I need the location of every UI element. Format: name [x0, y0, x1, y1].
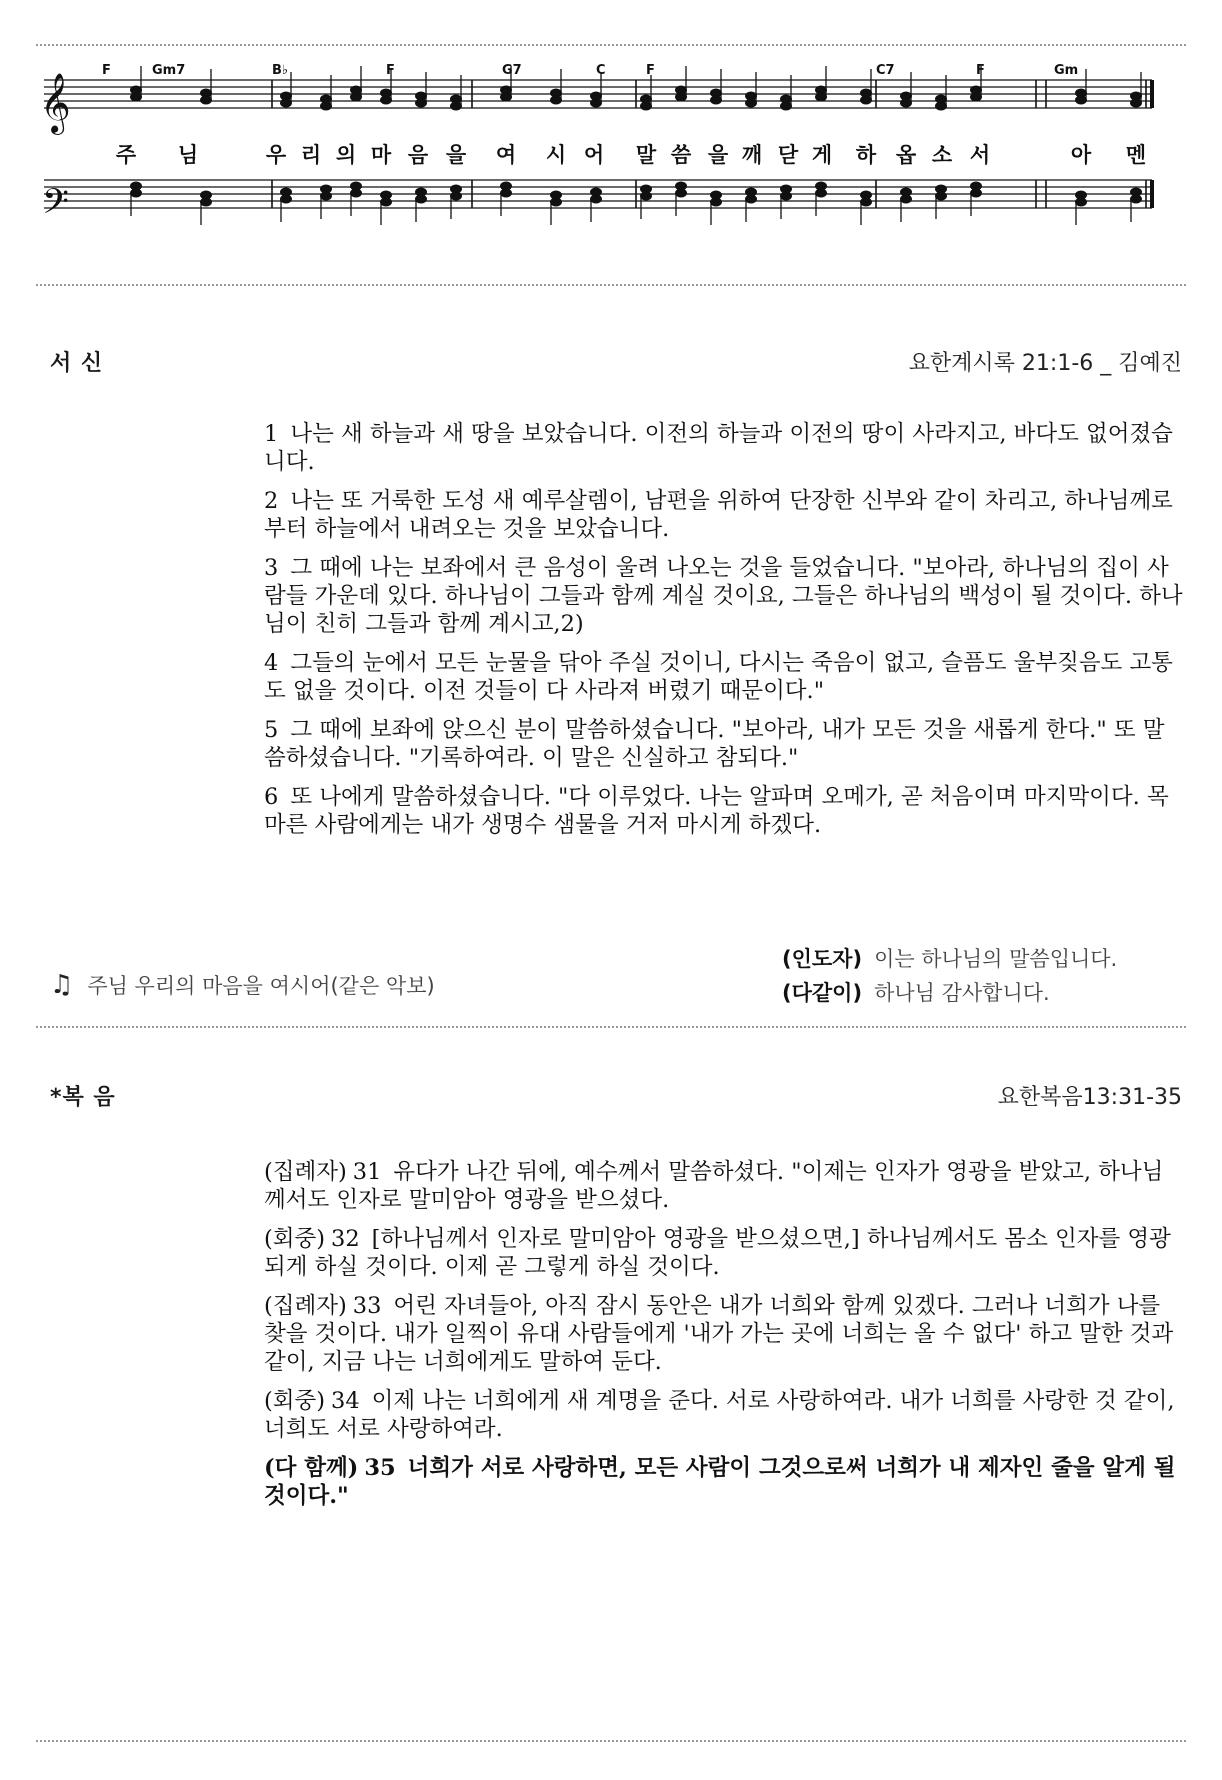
chord-label: C	[596, 63, 606, 78]
lyric-syllable: 님	[177, 143, 199, 167]
treble-note	[816, 93, 827, 101]
verse	[264, 1225, 1184, 1281]
treble-note	[676, 93, 687, 101]
bass-note	[1131, 195, 1142, 203]
treble-note	[936, 102, 947, 110]
top-separator	[36, 44, 1186, 46]
bass-note	[711, 198, 722, 206]
verse	[264, 1387, 1184, 1443]
treble-note	[201, 96, 212, 104]
lyric-syllable: 을	[707, 143, 729, 167]
gospel-reference: 요한복음13:31-35	[997, 1085, 1182, 1110]
verse-role: (다 함께)	[264, 1455, 359, 1481]
response-speaker: (인도자)	[782, 947, 863, 971]
verse	[264, 783, 1184, 839]
bass-note	[641, 192, 652, 200]
verse-text: 또 나에게 말씀하셨습니다. "다 이루었다. 나는 알파며 오메가, 곧 처음이며 마지막이다. 목마른 사람에게는 내가 생명수 샘물을 거저 마시게 하겠다.	[264, 784, 1169, 838]
response-line	[782, 976, 1117, 1010]
response-text: 이는 하나님의 말씀입니다.	[874, 947, 1118, 971]
music-note-icon: ♫	[50, 970, 74, 1000]
bass-note	[451, 192, 462, 200]
verse-role: (회중)	[264, 1388, 326, 1414]
lyric-syllable: 소	[931, 143, 953, 167]
lyric-syllable: 닫	[777, 143, 799, 167]
lyric-syllable: 마	[370, 143, 392, 167]
response-text: 하나님 감사합니다.	[874, 981, 1050, 1005]
lyric-syllable: 말	[635, 143, 657, 167]
lyric-syllable: 씀	[670, 143, 692, 167]
treble-note	[416, 99, 427, 107]
response-line	[782, 942, 1117, 976]
chord-label: G7	[502, 63, 522, 78]
lyric-syllable: 아	[1070, 143, 1092, 167]
treble-note	[861, 96, 872, 104]
bass-note	[861, 198, 872, 206]
lyric-syllable: 여	[495, 143, 517, 167]
verse-text: 그들의 눈에서 모든 눈물을 닦아 주실 것이니, 다시는 죽음이 없고, 슬픔도 울부짖음도 고통도 없을 것이다. 이전 것들이 다 사라져 버렸기 때문이다."	[264, 650, 1173, 704]
lyric-syllable: 시	[545, 143, 567, 167]
treble-note	[591, 99, 602, 107]
verse-number: 32	[331, 1226, 360, 1252]
lyric-syllable: 게	[811, 143, 833, 167]
verse-role: (집례자)	[264, 1159, 347, 1185]
lyric-syllable: 우	[265, 143, 287, 167]
verse-text: 이제 나는 너희에게 새 계명을 준다. 서로 사랑하여라. 내가 너희를 사랑한 것 같이, 너희도 서로 사랑하여라.	[264, 1388, 1175, 1442]
bass-note	[501, 189, 512, 197]
bass-note	[901, 195, 912, 203]
treble-note	[131, 93, 142, 101]
verse-text: 유다가 나간 뒤에, 예수께서 말씀하셨다. "이제는 인자가 영광을 받았고, 하나님께서도 인자로 말미암아 영광을 받으셨다.	[264, 1159, 1164, 1213]
treble-note	[351, 93, 362, 101]
treble-note	[381, 96, 392, 104]
lyric-syllable: 의	[335, 143, 357, 167]
gospel-title: *복 음	[50, 1085, 116, 1110]
treble-note	[501, 93, 512, 101]
treble-note	[781, 102, 792, 110]
chord-label: Gm7	[152, 63, 186, 78]
chord-label: F	[646, 63, 655, 78]
lyric-syllable: 음	[407, 143, 429, 167]
bass-note	[131, 189, 142, 197]
treble-note	[551, 96, 562, 104]
treble-note	[321, 102, 332, 110]
treble-note	[746, 99, 757, 107]
verse-number: 1	[264, 421, 279, 447]
verse-text: 너희가 서로 사랑하면, 모든 사람이 그것으로써 너희가 내 제자인 줄을 알게 될 것이다."	[264, 1455, 1176, 1509]
lyric-syllable: 리	[300, 143, 322, 167]
verse	[264, 420, 1184, 476]
verse-text: [하나님께서 인자로 말미암아 영광을 받으셨으면,] 하나님께서도 몸소 인자를 영광되게 하실 것이다. 이제 곧 그렇게 하실 것이다.	[264, 1226, 1171, 1280]
verse-text: 그 때에 나는 보좌에서 큰 음성이 울려 나오는 것을 들었습니다. "보아라, 하나님의 집이 사람들 가운데 있다. 하나님이 그들과 함께 계실 것이요, 그들은 하나님의 백성이 될 것이다. 하나님이 친히 그들과 함께 계시고,2)	[264, 555, 1183, 637]
treble-note	[711, 96, 722, 104]
verse-number: 4	[264, 650, 279, 676]
verse	[264, 649, 1184, 705]
verse-number: 35	[364, 1455, 396, 1481]
lyric-syllable: 하	[855, 143, 877, 167]
lyric-syllable: 주	[115, 143, 137, 167]
verse-number: 5	[264, 717, 279, 743]
verse-number: 31	[352, 1159, 382, 1185]
verse-text: 나는 또 거룩한 도성 새 예루살렘이, 남편을 위하여 단장한 신부와 같이 차리고, 하나님께로부터 하늘에서 내려오는 것을 보았습니다.	[264, 488, 1173, 542]
verse	[264, 716, 1184, 772]
verse	[264, 554, 1184, 638]
lyric-syllable: 어	[583, 143, 605, 167]
treble-note	[281, 99, 292, 107]
bottom-separator	[36, 1740, 1186, 1742]
bass-note	[281, 195, 292, 203]
chord-label: F	[386, 63, 395, 78]
verse-number: 33	[352, 1293, 382, 1319]
response-speaker: (다같이)	[782, 981, 863, 1005]
bass-note	[381, 198, 392, 206]
chord-label: C7	[876, 63, 895, 78]
chord-label: Gm	[1054, 63, 1079, 78]
lyric-syllable: 을	[445, 143, 467, 167]
verse-final	[264, 1454, 1184, 1510]
lyric-syllable: 깨	[741, 143, 763, 167]
verse-number: 2	[264, 488, 279, 514]
response-hymn-text: 주님 우리의 마음을 여시어(같은 악보)	[87, 974, 435, 998]
treble-note	[451, 102, 462, 110]
bass-note	[1076, 198, 1087, 206]
treble-note	[971, 93, 982, 101]
verse-text: 어린 자녀들아, 아직 잠시 동안은 내가 너희와 함께 있겠다. 그러나 너희가 나를 찾을 것이다. 내가 일찍이 유대 사람들에게 '내가 가는 곳에 너희는 올 수 없다' 하고 말한 것과 같이, 지금 나는 너희에게도 말하여 둔다.	[264, 1293, 1174, 1375]
gospel-separator	[36, 1026, 1186, 1028]
lyric-syllable: 옵	[895, 143, 917, 167]
chord-label: F	[976, 63, 985, 78]
treble-note	[1131, 99, 1142, 107]
verse	[264, 1158, 1184, 1214]
bass-note	[201, 198, 212, 206]
chord-label: B♭	[272, 63, 289, 78]
treble-clef-icon: 𝄞	[40, 73, 71, 133]
bass-note	[416, 195, 427, 203]
treble-note	[901, 99, 912, 107]
bass-note	[781, 192, 792, 200]
bass-note	[971, 189, 982, 197]
bass-clef-icon: 𝄢	[42, 181, 70, 230]
bass-note	[816, 189, 827, 197]
lyric-syllable: 멘	[1125, 143, 1147, 167]
verse-number: 6	[264, 784, 279, 810]
treble-note	[641, 102, 652, 110]
verse-text: 나는 새 하늘과 새 땅을 보았습니다. 이전의 하늘과 이전의 땅이 사라지고, 바다도 없어졌습니다.	[264, 421, 1173, 475]
verse	[264, 1292, 1184, 1376]
reading-reference: 요한계시록 21:1-6 _ 김예진	[908, 351, 1182, 376]
chord-label: F	[102, 63, 111, 78]
bass-note	[936, 192, 947, 200]
score-separator	[36, 284, 1186, 286]
treble-note	[1076, 96, 1087, 104]
verse-number: 34	[331, 1388, 360, 1414]
verse	[264, 487, 1184, 543]
reading-title: 서 신	[50, 351, 104, 376]
bass-note	[551, 198, 562, 206]
call-response	[782, 942, 1117, 1010]
bass-note	[591, 195, 602, 203]
hymn-score	[36, 58, 1186, 258]
bass-note	[746, 195, 757, 203]
verse-role: (회중)	[264, 1226, 326, 1252]
gospel-body	[264, 1158, 1184, 1521]
response-hymn	[50, 970, 435, 1000]
verse-number: 3	[264, 555, 279, 581]
bass-note	[676, 189, 687, 197]
bass-note	[321, 192, 332, 200]
verse-text: 그 때에 보좌에 앉으신 분이 말씀하셨습니다. "보아라, 내가 모든 것을 새롭게 한다." 또 말씀하셨습니다. "기록하여라. 이 말은 신실하고 참되다."	[264, 717, 1165, 771]
reading-body	[264, 420, 1184, 850]
lyric-syllable: 서	[969, 143, 991, 167]
verse-role: (집례자)	[264, 1293, 347, 1319]
bass-note	[351, 189, 362, 197]
